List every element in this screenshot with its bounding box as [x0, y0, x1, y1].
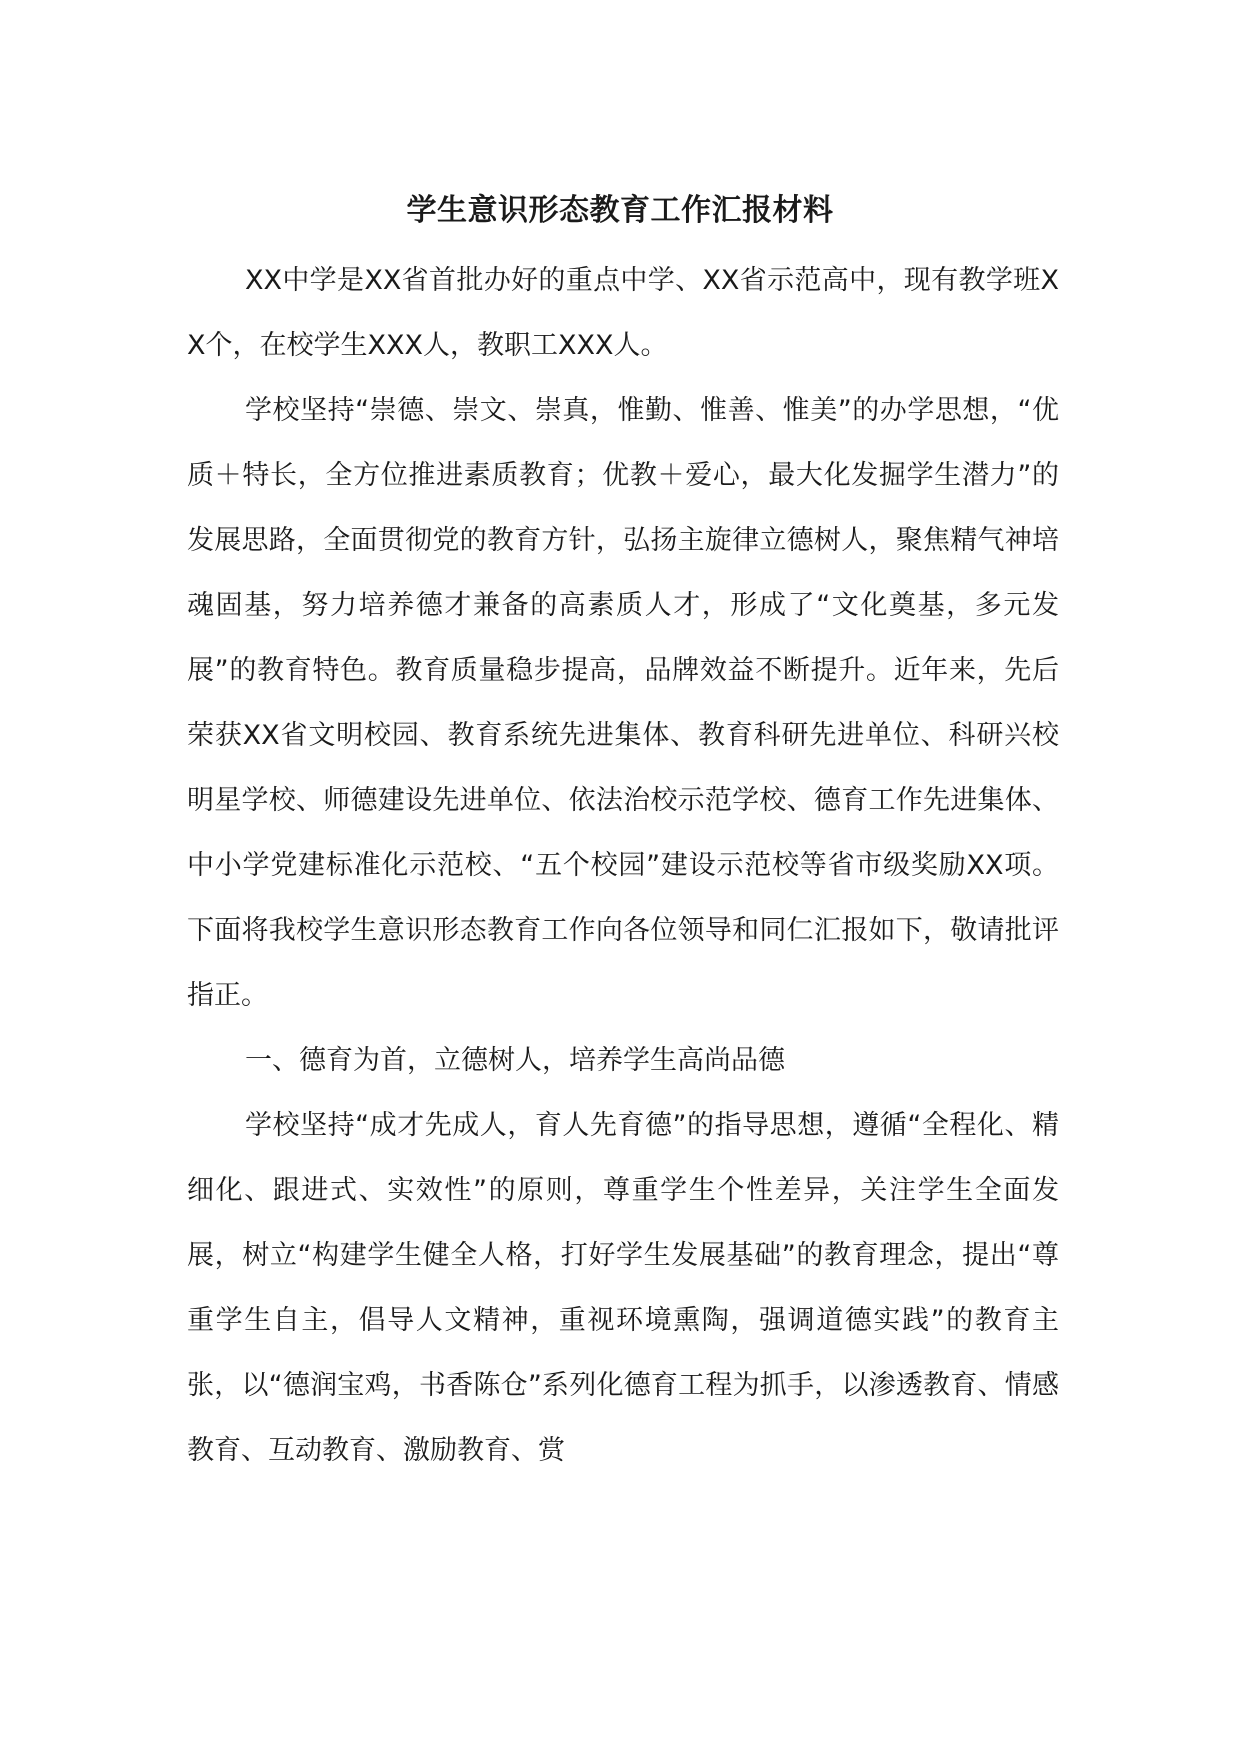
- section-1-paragraph: 学校坚持“成才先成人，育人先育德”的指导思想，遵循“全程化、精细化、跟进式、实效性”的原则，尊重学生个性差异，关注学生全面发展，树立“构建学生健全人格，打好学生发展基础”的教育理念，提出“尊重学生自主，倡导人文精神，重视环境熏陶，强调道德实践”的教育主张，以“德润宝鸡，书香陈仓”系列化德育工程为抓手，以渗透教育、情感教育、互动教育、激励教育、赏: [187, 1110, 1059, 1466]
- document-title: 学生意识形态教育工作汇报材料: [406, 193, 834, 228]
- section-heading-1: 一、德育为首，立德树人，培养学生高尚品德: [245, 1045, 785, 1076]
- intro-paragraph: XX中学是XX省首批办好的重点中学、XX省示范高中，现有教学班XX个，在校学生XXX人，教职工XXX人。: [187, 265, 1059, 361]
- philosophy-paragraph: 学校坚持“崇德、崇文、崇真，惟勤、惟善、惟美”的办学思想，“优质＋特长，全方位推进素质教育；优教＋爱心，最大化发掘学生潜力”的发展思路，全面贯彻党的教育方针，弘扬主旋律立德树人，聚焦精气神培魂固基，努力培养德才兼备的高素质人才，形成了“文化奠基，多元发展”的教育特色。教育质量稳步提高，品牌效益不断提升。近年来，先后荣获XX省文明校园、教育系统先进集体、教育科研先进单位、科研兴校明星学校、师德建设先进单位、依法治校示范学校、德育工作先进集体、中小学党建标准化示范校、“五个校园”建设示范校等省市级奖励XX项。下面将我校学生意识形态教育工作向各位领导和同仁汇报如下，敬请批评指正。: [187, 395, 1059, 1011]
- document-body: [187, 248, 1059, 1483]
